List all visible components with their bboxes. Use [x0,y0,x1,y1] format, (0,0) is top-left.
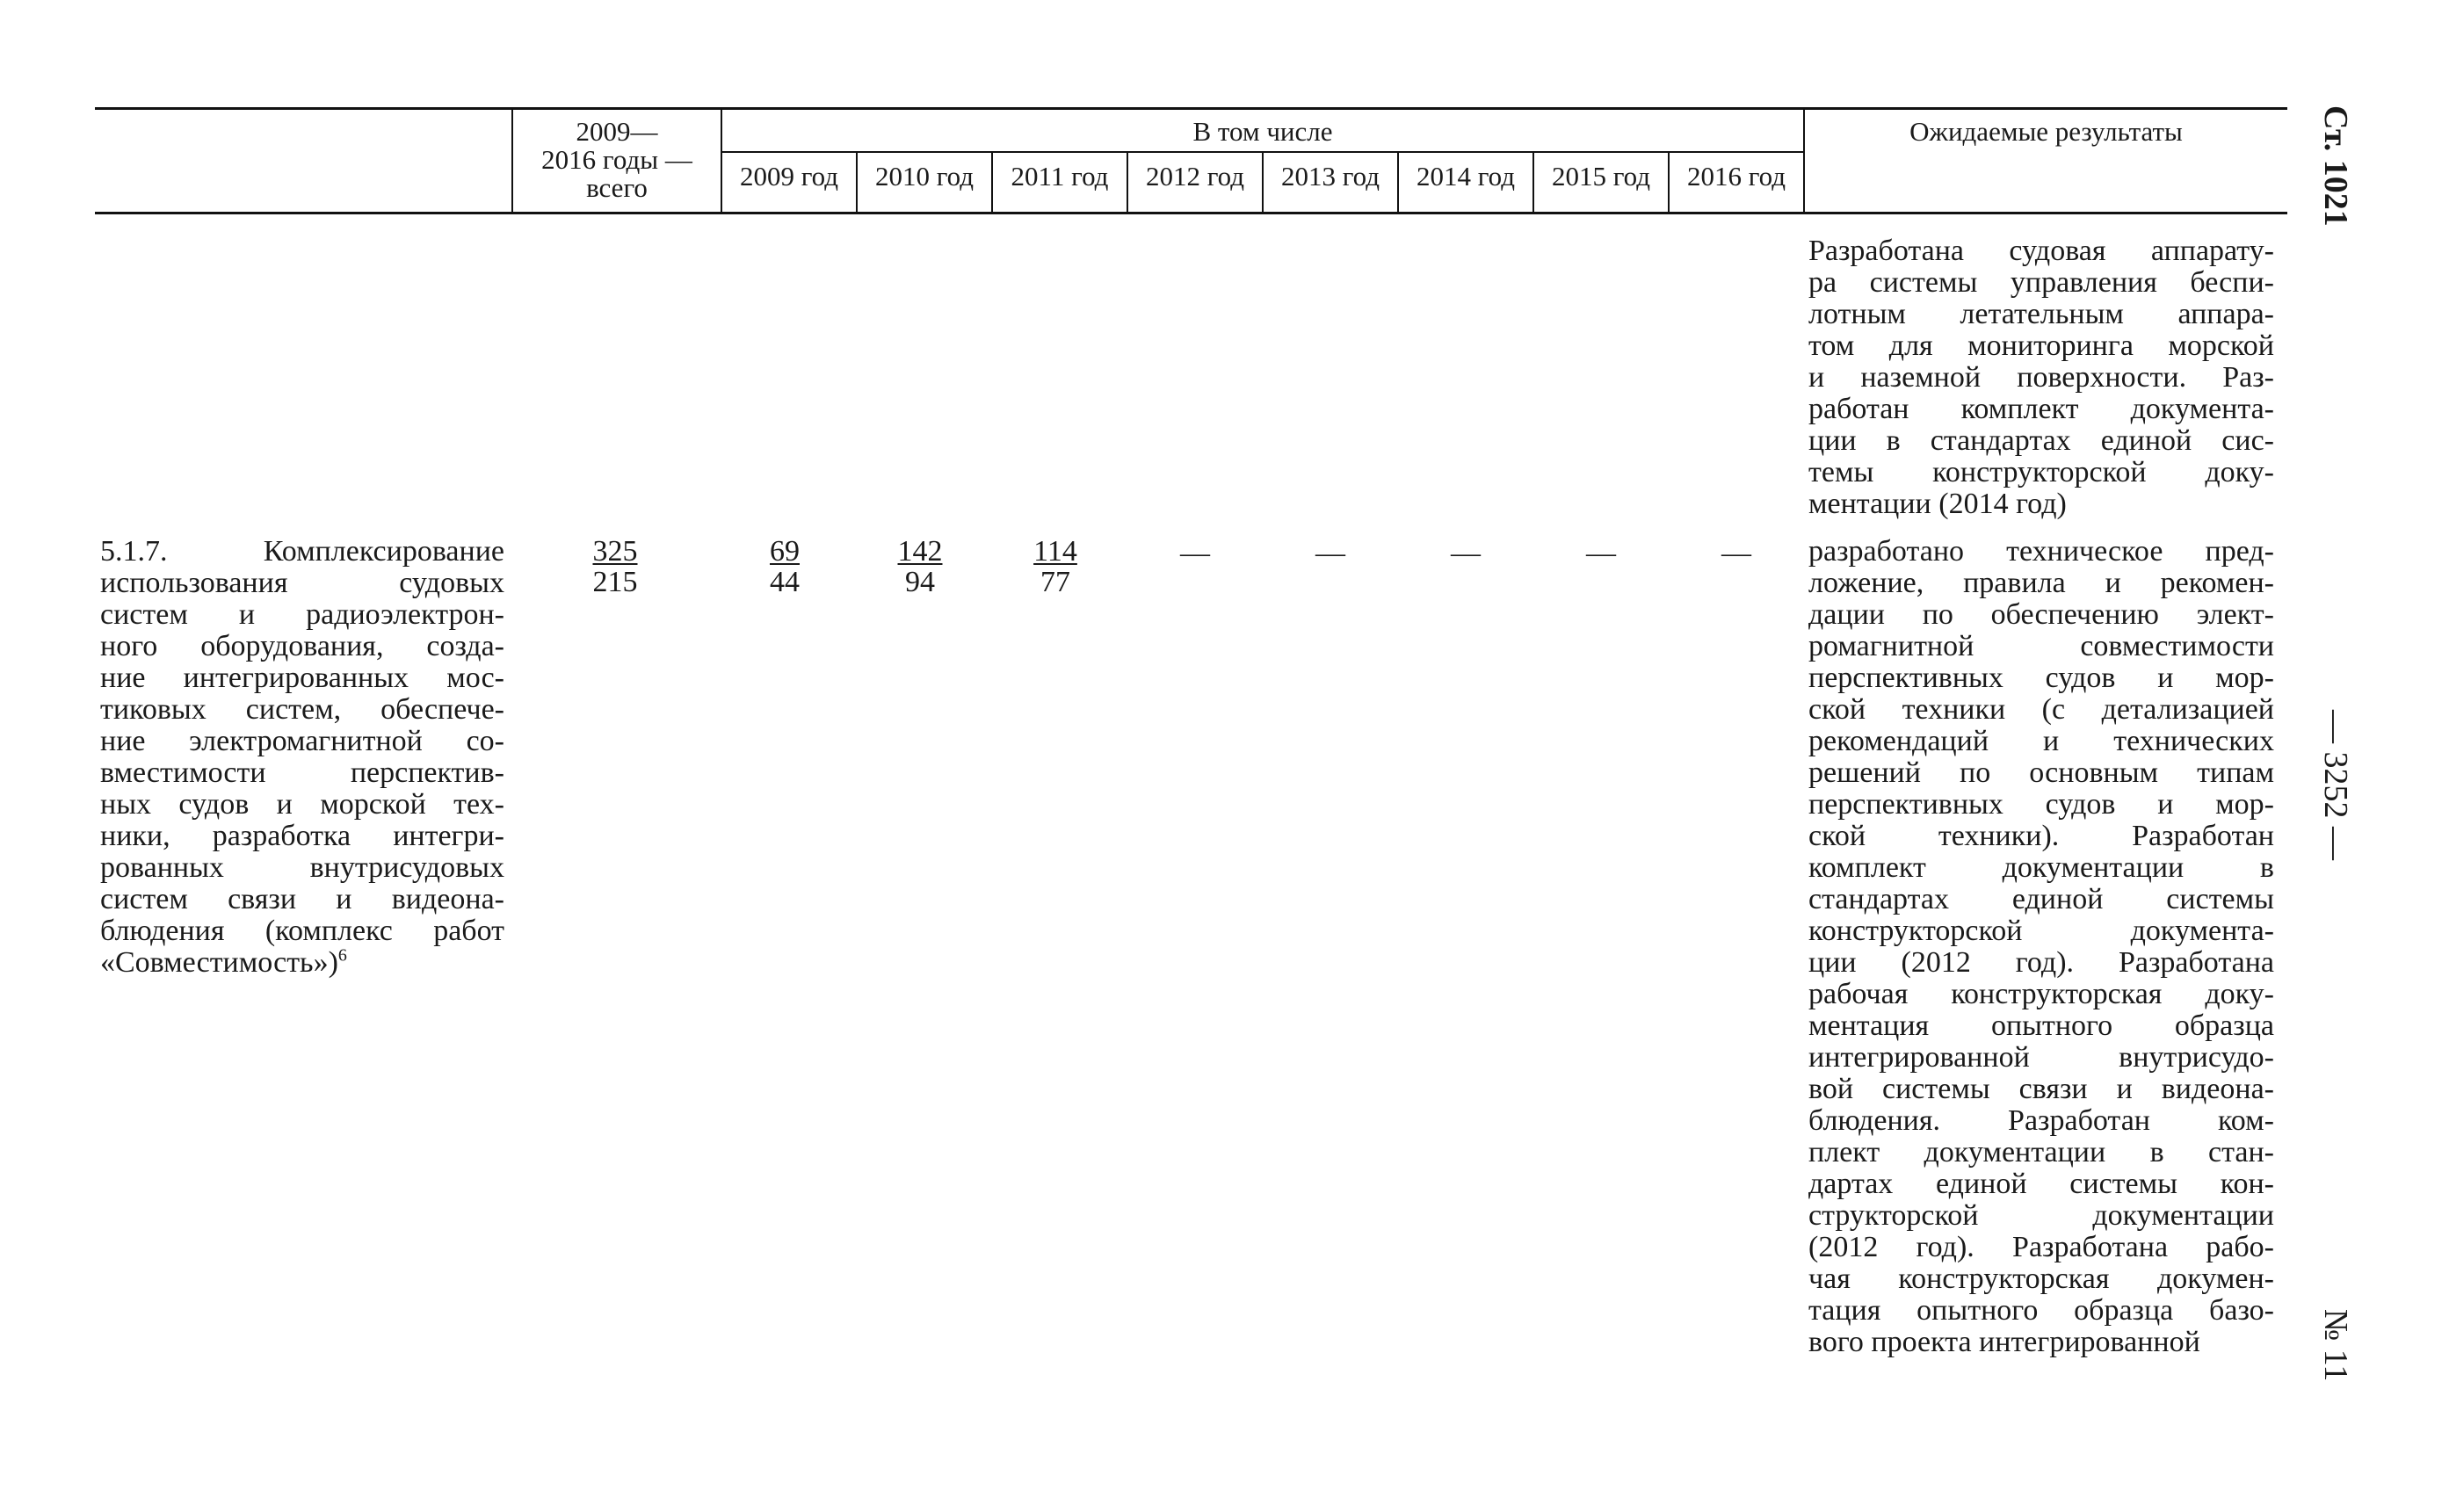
item-result-line: плект документации в стан- [1808,1136,2274,1168]
value-2010-denominator: 94 [905,566,935,598]
item-title-line: использования судовых [100,567,504,599]
value-2014-dash: — [1451,537,1481,569]
value-2012-dash: — [1180,537,1210,569]
side-page-label: Ст. 1021 [2317,105,2354,227]
item-result-line: дартах единой системы кон- [1808,1168,2274,1200]
item-result-text [1808,536,2274,1358]
item-result-line: (2012 год). Разработана рабо- [1808,1231,2274,1263]
previous-result-line: Разработана судовая аппарату- [1808,235,2274,267]
item-title-line: ных судов и морской тех- [100,788,504,821]
item-title-line: вместимости перспектив- [100,756,504,789]
item-title-line: ного оборудования, созда- [100,630,504,662]
item-result-line: рекомендаций и технических [1808,725,2274,757]
item-result-line: вого проекта интегрированной [1808,1326,2200,1358]
header-year-2012: 2012 год [1145,161,1245,192]
header-total-line-3: всего [586,172,648,203]
header-bottom-rule [95,212,2287,214]
value-2013-dash: — [1315,537,1345,569]
value-2011-denominator: 77 [1040,566,1070,598]
header-year-2011: 2011 год [1011,161,1109,192]
item-title-line: систем связи и видеона- [100,883,504,915]
item-result-line: комплект документации в [1808,851,2274,884]
header-including: В том числе [1192,116,1333,147]
item-result-line: вой системы связи и видеона- [1808,1073,2274,1105]
header-year-2016: 2016 год [1686,161,1786,192]
item-result-line: ции (2012 год). Разработана [1808,946,2274,979]
item-value-2011 [989,536,1121,597]
item-result-line: дации по обеспечению элект- [1808,598,2274,631]
item-result-line: перспективных судов и мор- [1808,788,2274,821]
value-2010-numerator: 142 [897,535,943,568]
item-result-line: блюдения. Разработан ком- [1808,1104,2274,1137]
header-year-2009: 2009 год [739,161,839,192]
header-year-2013: 2013 год [1280,161,1380,192]
value-2009-numerator: 69 [770,535,800,568]
header-top-rule [95,107,2287,110]
previous-result-line: работан комплект документа- [1808,393,2274,425]
previous-result-line: ции в стандартах единой сис- [1808,424,2274,457]
item-result-line: решений по основным типам [1808,756,2274,789]
item-result-line: чая конструкторская докумен- [1808,1262,2274,1295]
side-issue-number: № 11 [2317,1309,2354,1382]
item-result-line: тация опытного образца базо- [1808,1294,2274,1327]
item-value-2010 [854,536,986,597]
previous-result-line: темы конструкторской доку- [1808,456,2274,488]
item-value-2009 [719,536,851,597]
item-title-line: блюдения (комплекс работ [100,915,504,947]
item-title-line: 5.1.7. Комплексирование [100,535,504,568]
header-total-line-2: 2016 годы — [541,144,692,175]
side-page-number: — 3252 — [2317,710,2354,860]
item-result-line: ской техники (с детализацией [1808,693,2274,726]
item-result-line: перспективных судов и мор- [1808,662,2274,694]
item-result-line: структорской документации [1808,1199,2274,1232]
previous-result-line: ра системы управления беспи- [1808,266,2274,299]
item-title-line: ники, разработка интегри- [100,820,504,852]
item-title-line: «Совместимость»)$^6$ [100,945,347,979]
footnote-marker: 6 [337,945,347,966]
header-year-2010: 2010 год [874,161,975,192]
previous-result-line: и наземной поверхности. Раз- [1808,361,2274,394]
value-2015-dash: — [1586,537,1616,569]
item-title-line: ние интегрированных мос- [100,662,504,694]
header-total-line-1: 2009— [576,116,658,147]
item-result-line: ложение, правила и рекомен- [1808,567,2274,599]
item-result-line: ромагнитной совместимости [1808,630,2274,662]
item-result-line: рабочая конструкторская доку- [1808,978,2274,1010]
value-2016-dash: — [1721,537,1751,569]
value-2009-denominator: 44 [770,566,800,598]
previous-result-text [1808,235,2274,520]
total-numerator: 325 [592,535,638,568]
total-denominator: 215 [592,566,638,598]
value-2011-numerator: 114 [1033,535,1077,568]
item-title-line: ние электромагнитной со- [100,725,504,757]
item-result-line: ментация опытного образца [1808,1009,2274,1042]
item-result-line: конструкторской документа- [1808,915,2274,947]
item-total-value [545,536,685,597]
header-results: Ожидаемые результаты [1909,116,2183,147]
header-total-col [513,118,721,202]
item-title-line: систем и радиоэлектрон- [100,598,504,631]
item-title-line: тиковых систем, обеспече- [100,693,504,726]
item-result-line: стандартах единой системы [1808,883,2274,915]
item-title-line: рованных внутрисудовых [100,851,504,884]
item-result-line: разработано техническое пред- [1808,535,2274,568]
previous-result-line: ментации (2014 год) [1808,488,2067,520]
item-result-line: ской техники). Разработан [1808,820,2274,852]
previous-result-line: том для мониторинга морской [1808,329,2274,362]
header-year-2015: 2015 год [1551,161,1651,192]
item-title-text [100,536,504,979]
item-result-line: интегрированной внутрисудо- [1808,1041,2274,1074]
header-year-2014: 2014 год [1416,161,1516,192]
previous-result-line: лотным летательным аппара- [1808,298,2274,330]
